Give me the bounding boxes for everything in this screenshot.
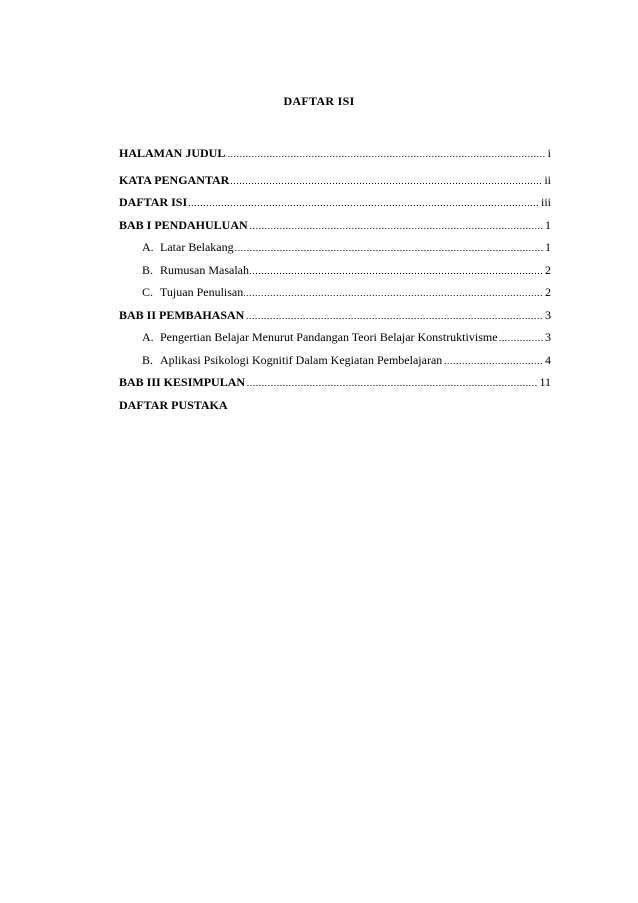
toc-entry-label: Tujuan Penulisan xyxy=(160,285,244,299)
toc-entry-page: 1 xyxy=(545,218,551,232)
dot-leader xyxy=(245,318,543,319)
toc-entry-page: i xyxy=(547,146,551,160)
dot-leader xyxy=(249,228,543,229)
toc-entry-label: HALAMAN JUDUL xyxy=(119,146,226,160)
dot-leader xyxy=(230,183,542,184)
toc-entry-page: iii xyxy=(540,195,551,209)
toc-subentry-rumusan-masalah xyxy=(142,261,551,277)
toc-entry-page: 3 xyxy=(545,308,551,322)
toc-entry-bab-1 xyxy=(119,216,551,232)
dot-leader xyxy=(499,340,543,341)
toc-entry-label: Latar Belakang xyxy=(160,240,234,254)
toc-entry-label: DAFTAR PUSTAKA xyxy=(119,398,228,412)
toc-subentry-latar-belakang xyxy=(142,238,551,254)
toc-entry-page: 4 xyxy=(545,353,551,367)
toc-entry-label: Aplikasi Psikologi Kognitif Dalam Kegiatan Pembelajaran xyxy=(160,353,443,367)
toc-subentry-pengertian-belajar xyxy=(142,328,551,344)
toc-entry-marker: A. xyxy=(142,240,154,254)
toc-entry-page: 11 xyxy=(539,375,551,389)
toc-entry-label: BAB I PENDAHULUAN xyxy=(119,218,248,232)
toc-entry-label: KATA PENGANTAR xyxy=(119,173,230,187)
toc-entry-marker: B. xyxy=(142,263,154,277)
toc-entry-daftar-isi xyxy=(119,193,551,209)
toc-entry-label: DAFTAR ISI xyxy=(119,195,188,209)
toc-entry-marker: B. xyxy=(142,353,154,367)
dot-leader xyxy=(188,205,539,206)
dot-leader xyxy=(250,273,543,274)
page-title: DAFTAR ISI xyxy=(283,94,355,108)
toc-entry-kata-pengantar xyxy=(119,171,551,187)
toc-entry-marker: A. xyxy=(142,330,154,344)
toc-subentry-tujuan-penulisan xyxy=(142,283,551,299)
toc-entry-label: Pengertian Belajar Menurut Pandangan Teori Belajar Konstruktivisme xyxy=(160,330,498,344)
table-of-contents xyxy=(119,0,551,903)
toc-entry-page: 2 xyxy=(545,285,551,299)
toc-entry-page: ii xyxy=(544,173,551,187)
toc-entry-label: Rumusan Masalah xyxy=(160,263,249,277)
toc-entry-page: 1 xyxy=(545,240,551,254)
toc-entry-halaman-judul xyxy=(119,144,551,160)
dot-leader xyxy=(443,363,543,364)
toc-entry-page: 2 xyxy=(545,263,551,277)
toc-entry-marker: C. xyxy=(142,285,154,299)
dot-leader xyxy=(244,295,543,296)
toc-entry-page: 3 xyxy=(545,330,551,344)
toc-subentry-aplikasi-psikologi xyxy=(142,351,551,367)
dot-leader xyxy=(246,385,537,386)
dot-leader xyxy=(235,250,543,251)
toc-entry-bab-2 xyxy=(119,306,551,322)
toc-entry-bab-3 xyxy=(119,373,551,389)
dot-leader xyxy=(226,156,545,157)
toc-entry-label: BAB II PEMBAHASAN xyxy=(119,308,245,322)
toc-entry-label: BAB III KESIMPULAN xyxy=(119,375,246,389)
toc-entry-daftar-pustaka xyxy=(119,396,551,412)
